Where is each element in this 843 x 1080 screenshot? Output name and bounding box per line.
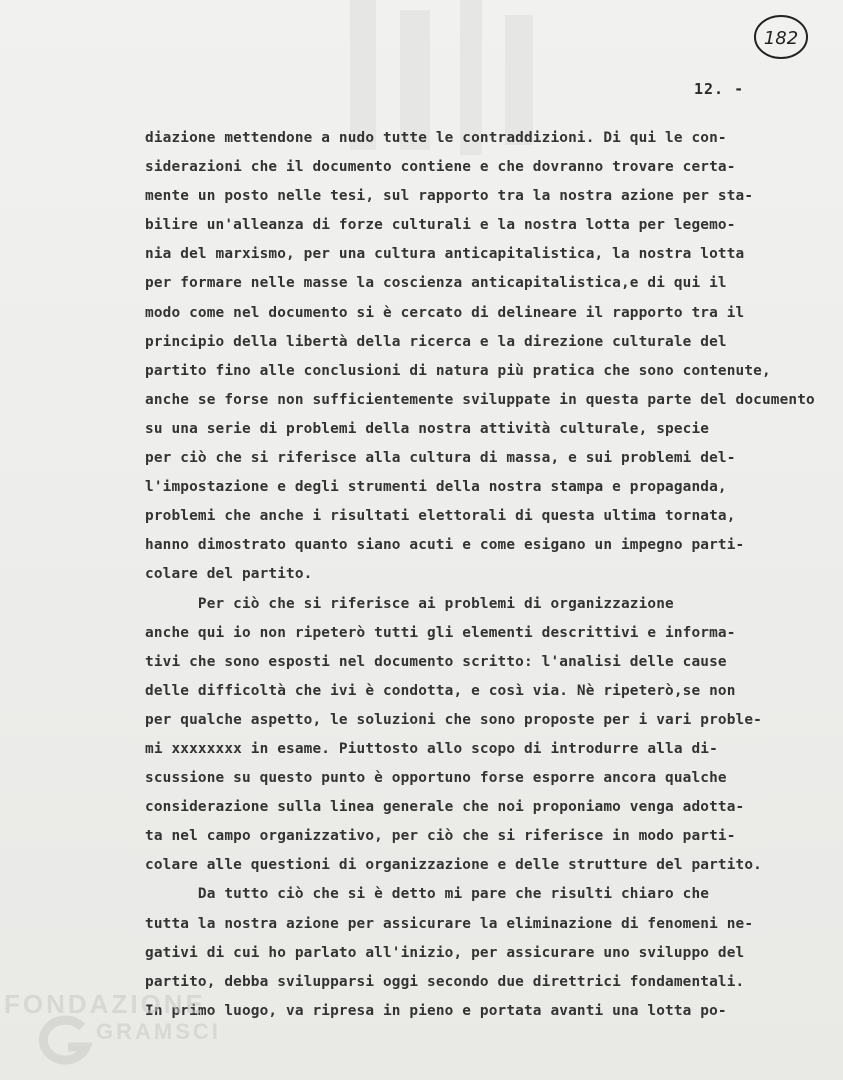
text-line: bilire un'alleanza di forze culturali e la nostra lotta per legemo- bbox=[145, 217, 736, 234]
fondazione-gramsci-watermark bbox=[0, 985, 230, 1075]
page-number: 12. - bbox=[694, 80, 745, 98]
text-line: delle difficoltà che ivi è condotta, e così via. Nè ripeterò,se non bbox=[145, 682, 736, 699]
gramsci-g-logo-icon bbox=[36, 1013, 96, 1065]
text-line: hanno dimostrato quanto siano acuti e come esigano un impegno parti- bbox=[145, 537, 745, 554]
text-line: principio della libertà della ricerca e la direzione culturale del bbox=[145, 333, 727, 350]
text-line: partito fino alle conclusioni di natura più pratica che sono contenute, bbox=[145, 362, 771, 379]
text-line: In primo luogo, va ripresa in pieno e portata avanti una lotta po- bbox=[145, 1002, 727, 1019]
text-line: tivi che sono esposti nel documento scritto: l'analisi delle cause bbox=[145, 653, 727, 670]
text-line: considerazione sulla linea generale che noi proponiamo venga adotta- bbox=[145, 799, 745, 816]
text-line: gativi di cui ho parlato all'inizio, per assicurare uno sviluppo del bbox=[145, 944, 745, 961]
text-line: ta nel campo organizzativo, per ciò che si riferisce in modo parti- bbox=[145, 828, 736, 845]
text-line: siderazioni che il documento contiene e che dovranno trovare certa- bbox=[145, 159, 736, 176]
text-line: su una serie di problemi della nostra attività culturale, specie bbox=[145, 420, 710, 437]
text-line: anche qui io non ripeterò tutti gli elementi descrittivi e informa- bbox=[145, 624, 736, 641]
text-line: tutta la nostra azione per assicurare la eliminazione di fenomeni ne- bbox=[145, 915, 754, 932]
text-line: Da tutto ciò che si è detto mi pare che risulti chiaro che bbox=[145, 886, 710, 903]
typewritten-body bbox=[145, 124, 843, 1026]
text-line: per formare nelle masse la coscienza anticapitalistica,e di qui il bbox=[145, 275, 727, 292]
text-line: problemi che anche i risultati elettorali di questa ultima tornata, bbox=[145, 508, 736, 525]
text-line: l'impostazione e degli strumenti della nostra stampa e propaganda, bbox=[145, 479, 727, 496]
text-line: per qualche aspetto, le soluzioni che sono proposte per i vari proble- bbox=[145, 711, 762, 728]
text-line: nia del marxismo, per una cultura anticapitalistica, la nostra lotta bbox=[145, 246, 745, 263]
text-line: colare del partito. bbox=[145, 566, 313, 583]
text-line: mente un posto nelle tesi, sul rapporto tra la nostra azione per sta- bbox=[145, 188, 754, 205]
text-line: mi xxxxxxxx in esame. Piuttosto allo scopo di introdurre alla di- bbox=[145, 740, 718, 757]
text-line: scussione su questo punto è opportuno forse esporre ancora qualche bbox=[145, 770, 727, 787]
watermark-line2: GRAMSCI bbox=[96, 1019, 221, 1044]
watermark-line1: FONDAZIONE bbox=[4, 989, 206, 1019]
text-line: per ciò che si riferisce alla cultura di massa, e sui problemi del- bbox=[145, 450, 736, 467]
text-line: anche se forse non sufficientemente sviluppate in questa parte del documento bbox=[145, 391, 815, 408]
text-line: partito, debba svilupparsi oggi secondo due direttrici fondamentali. bbox=[145, 973, 745, 990]
archive-page-stamp bbox=[752, 12, 810, 62]
text-line: modo come nel documento si è cercato di delineare il rapporto tra il bbox=[145, 304, 745, 321]
text-line: diazione mettendone a nudo tutte le contraddizioni. Di qui le con- bbox=[145, 130, 727, 146]
text-line: Per ciò che si riferisce ai problemi di organizzazione bbox=[145, 595, 674, 612]
stamp-number: 182 bbox=[763, 28, 799, 49]
text-line: colare alle questioni di organizzazione e delle strutture del partito. bbox=[145, 857, 762, 874]
